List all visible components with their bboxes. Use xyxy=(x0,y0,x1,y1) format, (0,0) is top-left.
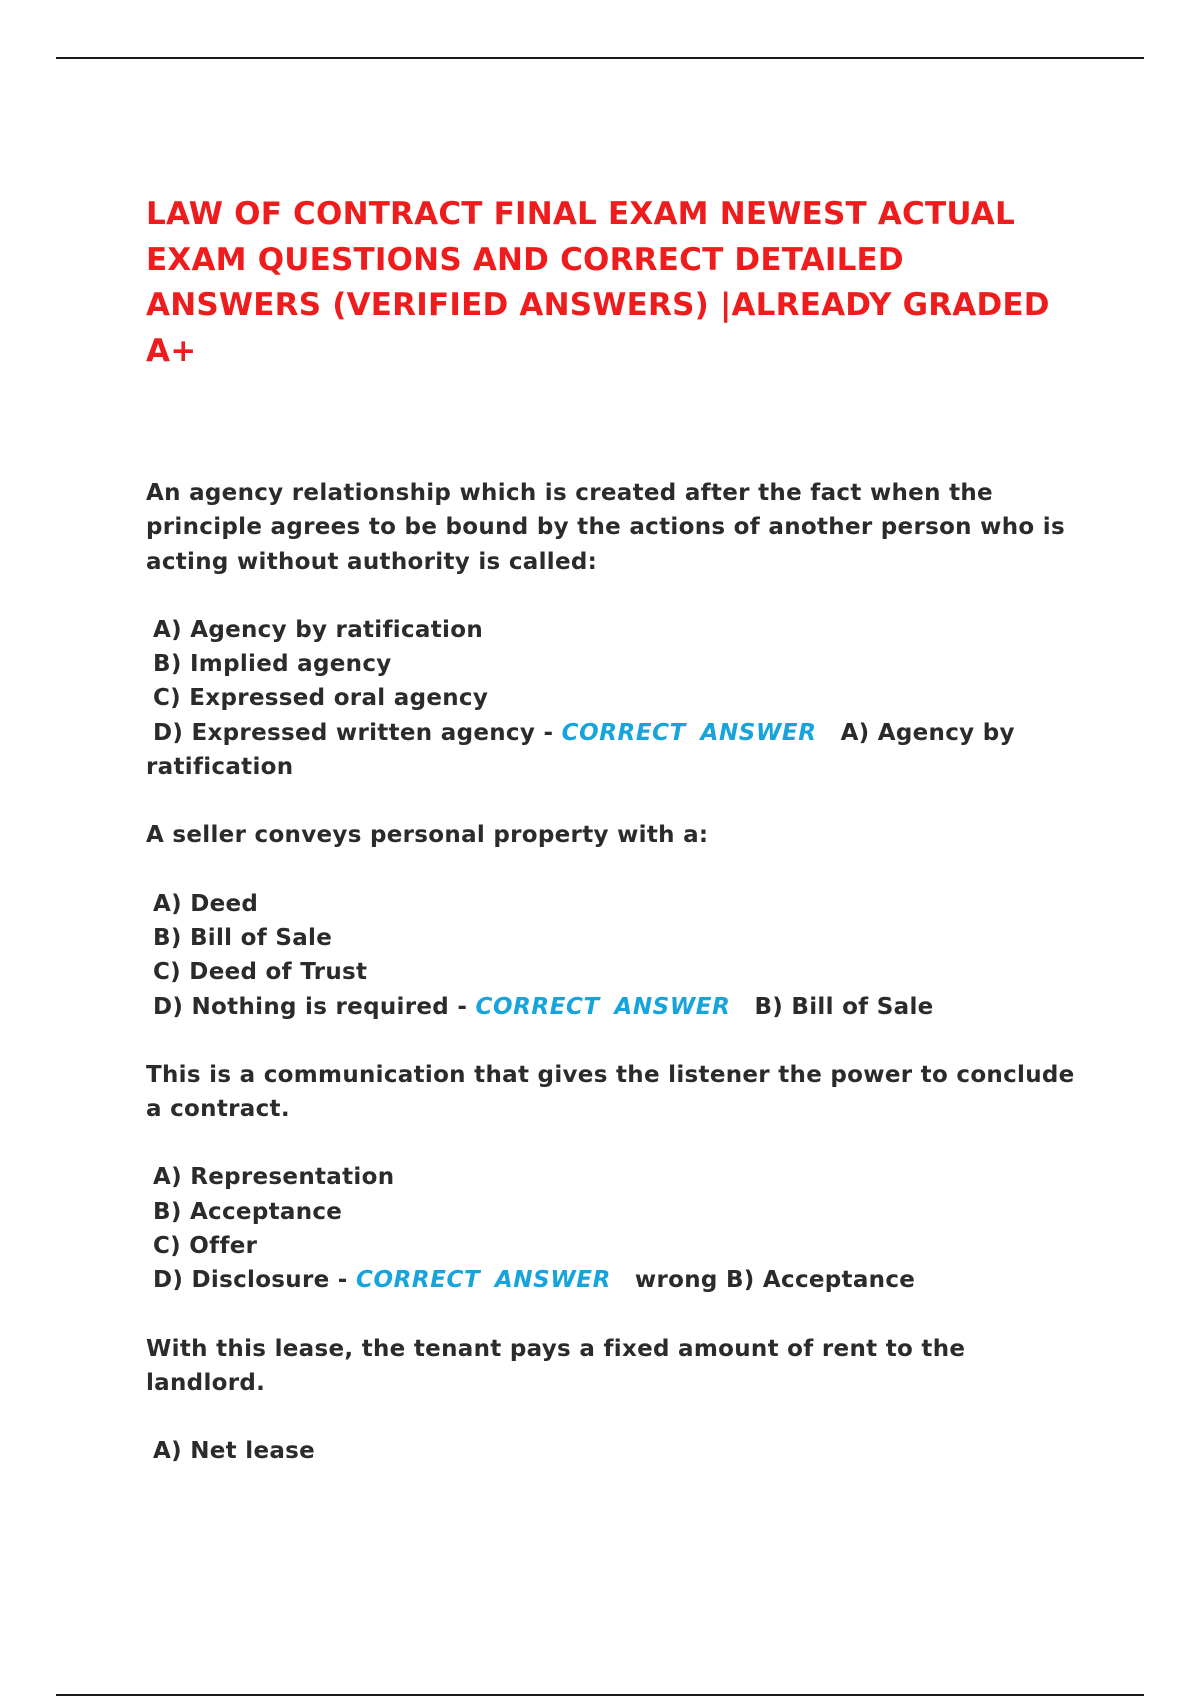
option-a: A) Deed xyxy=(153,890,259,917)
option-a: A) Representation xyxy=(153,1164,395,1191)
option-d: D) Nothing is required - xyxy=(153,993,468,1020)
correct-answer-label: CORRECT ANSWER xyxy=(475,993,731,1020)
option-list xyxy=(146,1160,1106,1297)
document-title: LAW OF CONTRACT FINAL EXAM NEWEST ACTUAL EXAM QUESTIONS AND CORRECT DETAILED ANSWERS (VERIFIED ANSWERS) |ALREADY GRADED A+ xyxy=(146,196,1050,369)
option-d: D) Disclosure - xyxy=(153,1267,348,1294)
correct-answer-label: CORRECT ANSWER xyxy=(355,1267,611,1294)
option-b: B) Acceptance xyxy=(153,1198,343,1225)
question-text: An agency relationship which is created after the fact when the principle agrees to be bound by the actions of another person who is acting without authority is called: xyxy=(146,480,1065,575)
answer-text: B) Bill of Sale xyxy=(754,993,934,1020)
question-block xyxy=(146,818,1106,1023)
question-block xyxy=(146,1332,1106,1469)
question-text: With this lease, the tenant pays a fixed amount of rent to the landlord. xyxy=(146,1335,966,1396)
correct-answer-label: CORRECT ANSWER xyxy=(561,719,817,746)
footer-rule xyxy=(56,1694,1144,1696)
answer-text: wrong B) Acceptance xyxy=(634,1267,916,1294)
option-a: A) Agency by ratification xyxy=(153,616,483,643)
question-text: This is a communication that gives the listener the power to conclude a contract. xyxy=(146,1061,1075,1123)
option-b: B) Implied agency xyxy=(153,651,392,678)
option-c: C) Deed of Trust xyxy=(153,959,368,986)
document-body xyxy=(146,192,1106,1469)
answer-text: A) Agency by ratification xyxy=(146,719,1015,781)
option-list xyxy=(146,613,1106,784)
question-block xyxy=(146,1058,1106,1298)
option-d-with-answer xyxy=(146,716,1106,785)
option-list xyxy=(146,1434,1106,1468)
option-a: A) Net lease xyxy=(153,1438,316,1465)
question-block xyxy=(146,476,1106,784)
option-d-with-answer xyxy=(146,1263,1106,1297)
option-d: D) Expressed written agency - xyxy=(153,719,554,746)
option-d-with-answer xyxy=(146,990,1106,1024)
question-text: A seller conveys personal property with a: xyxy=(146,822,709,849)
option-c: C) Expressed oral agency xyxy=(153,685,489,712)
option-c: C) Offer xyxy=(153,1233,258,1260)
option-b: B) Bill of Sale xyxy=(153,924,333,951)
header-rule xyxy=(56,57,1144,59)
option-list xyxy=(146,887,1106,1024)
